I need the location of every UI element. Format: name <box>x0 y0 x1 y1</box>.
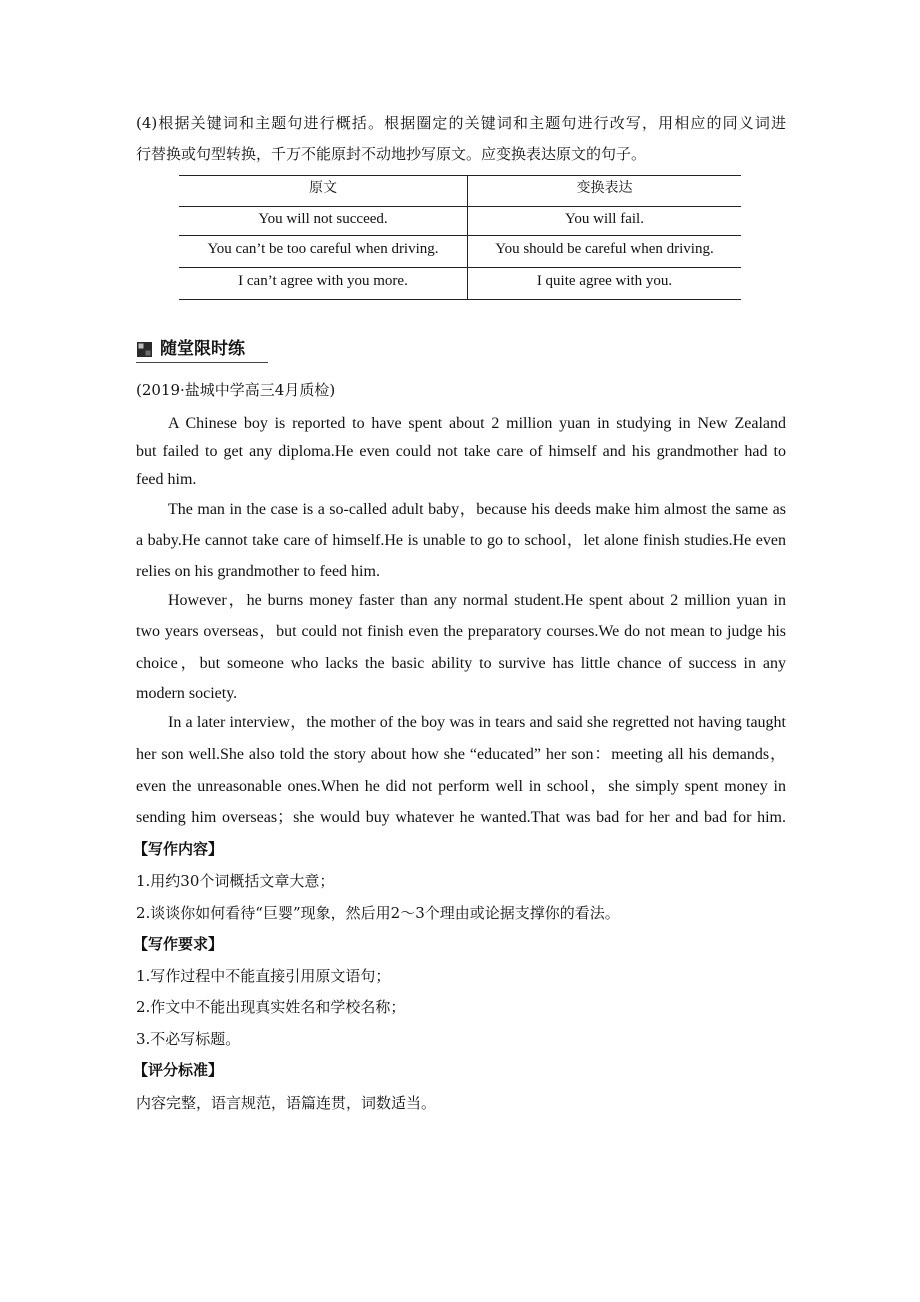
passage-line: In a later interview，the mother of the boy was in tears and said she regretted not having taught <box>168 714 786 731</box>
passage-line: The man in the case is a so-called adult baby，because his deeds make him almost the same as <box>168 501 786 518</box>
table-cell: You will not succeed. <box>258 211 388 227</box>
passage-line: her son well.She also told the story about how she “educated” her son：meeting all his demands， <box>136 746 786 763</box>
passage-line: a baby.He cannot take care of himself.He is unable to go to school，let alone finish studies.He even <box>136 532 786 549</box>
section-title: 随堂限时练 <box>160 339 245 359</box>
passage-line: modern society. <box>136 685 238 702</box>
table-cell: You can’t be too careful when driving. <box>207 241 439 257</box>
passage-line: relies on his grandmother to feed him. <box>136 563 380 580</box>
section-square-icon <box>137 342 152 357</box>
table-header-transformed: 变换表达 <box>576 180 633 196</box>
table-header-rule <box>179 206 741 207</box>
passage-line: feed him. <box>136 471 197 488</box>
criteria-heading: 【评分标准】 <box>133 1061 224 1079</box>
passage-line: sending him overseas；she would buy whatever he wanted.That was bad for her and bad for him. <box>136 809 786 826</box>
table-row-rule <box>179 267 741 268</box>
content-heading: 【写作内容】 <box>133 840 224 858</box>
passage-line: even the unreasonable ones.When he did not perform well in school，she simply spent money in <box>136 778 786 795</box>
source-note: (2019·盐城中学高三4月质检) <box>136 381 336 399</box>
intro-line-1: (4)根据关键词和主题句进行概括。根据圈定的关键词和主题句进行改写，用相应的同义词进 <box>136 114 786 132</box>
requirement-item: 2.作文中不能出现真实姓名和学校名称； <box>136 998 406 1016</box>
table-top-rule <box>179 175 741 176</box>
table-row-rule <box>179 235 741 236</box>
requirements-heading: 【写作要求】 <box>133 935 224 953</box>
content-item: 1.用约30个词概括文章大意； <box>136 872 335 890</box>
passage-line: A Chinese boy is reported to have spent about 2 million yuan in studying in New Zealand <box>168 415 786 432</box>
section-underline <box>136 362 268 363</box>
table-cell: I can’t agree with you more. <box>238 273 408 289</box>
table-cell: You should be careful when driving. <box>495 241 714 257</box>
passage-line: choice，but someone who lacks the basic ability to survive has little chance of success in any <box>136 655 786 672</box>
passage-line: but failed to get any diploma.He even could not take care of himself and his grandmother had to <box>136 443 786 460</box>
table-bottom-rule <box>179 299 741 300</box>
passage-line: However，he burns money faster than any normal student.He spent about 2 million yuan in <box>168 592 786 609</box>
requirement-item: 3.不必写标题。 <box>136 1030 241 1048</box>
content-item: 2.谈谈你如何看待“巨婴”现象，然后用2～3个理由或论据支撑你的看法。 <box>136 904 620 922</box>
requirement-item: 1.写作过程中不能直接引用原文语句； <box>136 967 391 985</box>
passage-line: two years overseas，but could not finish even the preparatory courses.We do not mean to judge his <box>136 623 786 640</box>
table-header-original: 原文 <box>309 180 337 196</box>
table-cell: I quite agree with you. <box>536 273 673 289</box>
table-cell: You will fail. <box>565 211 644 227</box>
criteria-text: 内容完整，语言规范，语篇连贯，词数适当。 <box>136 1094 437 1112</box>
intro-line-2: 行替换或句型转换，千万不能原封不动地抄写原文。应变换表达原文的句子。 <box>136 145 647 163</box>
